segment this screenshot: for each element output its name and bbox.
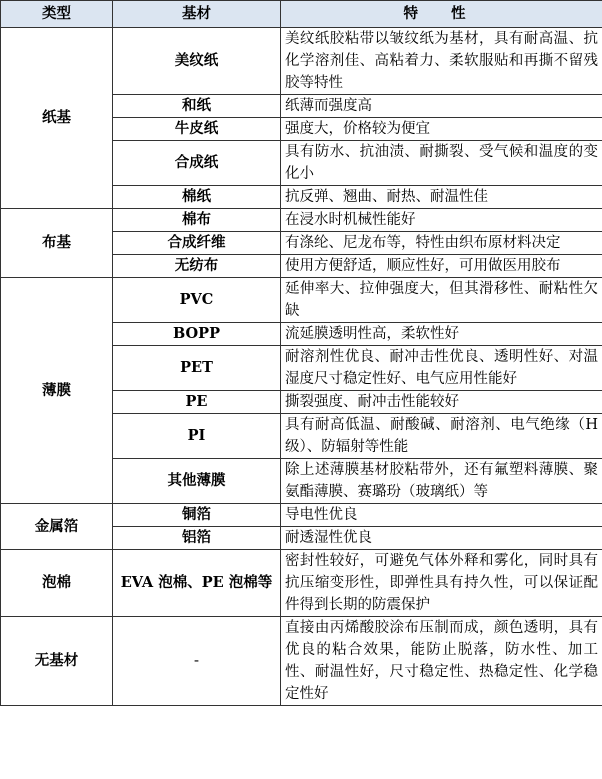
header-feature: 特 性	[281, 1, 602, 28]
type-cell-paper: 纸基	[1, 28, 113, 209]
type-cell-foam: 泡棉	[1, 550, 113, 617]
feature-cell: 导电性优良	[281, 504, 602, 527]
feature-cell: 具有防水、抗油渍、耐撕裂、受气候和温度的变化小	[281, 141, 602, 186]
table-row	[1, 550, 602, 617]
feature-cell: 耐透湿性优良	[281, 527, 602, 550]
feature-cell: 在浸水时机械性能好	[281, 209, 602, 232]
material-cell: 棉布	[113, 209, 281, 232]
material-cell: PE	[113, 391, 281, 414]
feature-cell: 使用方便舒适，顺应性好，可用做医用胶布	[281, 255, 602, 278]
material-cell: 牛皮纸	[113, 118, 281, 141]
table-row	[1, 504, 602, 527]
feature-cell: 有涤纶、尼龙布等，特性由织布原材料决定	[281, 232, 602, 255]
type-cell-none: 无基材	[1, 617, 113, 706]
material-cell: 美纹纸	[113, 28, 281, 95]
material-cell: 合成纸	[113, 141, 281, 186]
table-row	[1, 617, 602, 706]
material-cell: 合成纤维	[113, 232, 281, 255]
header-type: 类型	[1, 1, 113, 28]
material-cell: PI	[113, 414, 281, 459]
feature-cell: 耐溶剂性优良、耐冲击性优良、透明性好、对温湿度尺寸稳定性好、电气应用性能好	[281, 346, 602, 391]
table-row	[1, 278, 602, 323]
material-cell: EVA 泡棉、PE 泡棉等	[113, 550, 281, 617]
feature-cell: 流延膜透明性高，柔软性好	[281, 323, 602, 346]
material-cell: PVC	[113, 278, 281, 323]
material-cell: -	[113, 617, 281, 706]
table-header-row	[1, 1, 602, 28]
header-material: 基材	[113, 1, 281, 28]
material-cell: 和纸	[113, 95, 281, 118]
material-cell: 无纺布	[113, 255, 281, 278]
type-cell-film: 薄膜	[1, 278, 113, 504]
table-row	[1, 28, 602, 95]
table-row	[1, 209, 602, 232]
feature-cell: 强度大，价格较为便宜	[281, 118, 602, 141]
type-cell-cloth: 布基	[1, 209, 113, 278]
feature-cell: 撕裂强度、耐冲击性能较好	[281, 391, 602, 414]
material-cell: PET	[113, 346, 281, 391]
type-cell-foil: 金属箔	[1, 504, 113, 550]
feature-cell: 纸薄而强度高	[281, 95, 602, 118]
material-cell: 棉纸	[113, 186, 281, 209]
feature-cell: 具有耐高低温、耐酸碱、耐溶剂、电气绝缘（H级）、防辐射等性能	[281, 414, 602, 459]
feature-cell: 密封性较好，可避免气体外释和雾化，同时具有抗压缩变形性，即弹性具有持久性，可以保证配件得到长期的防震保护	[281, 550, 602, 617]
feature-cell: 直接由丙烯酸胶涂布压制而成，颜色透明，具有优良的粘合效果，能防止脱落，防水性、加工性、耐温性好，尺寸稳定性、热稳定性、化学稳定性好	[281, 617, 602, 706]
feature-cell: 美纹纸胶粘带以皱纹纸为基材，具有耐高温、抗化学溶剂佳、高粘着力、柔软服贴和再撕不留残胶等特性	[281, 28, 602, 95]
material-cell: 铝箔	[113, 527, 281, 550]
feature-cell: 抗反弹、翘曲、耐热、耐温性佳	[281, 186, 602, 209]
feature-cell: 延伸率大、拉伸强度大，但其滑移性、耐粘性欠缺	[281, 278, 602, 323]
feature-cell: 除上述薄膜基材胶粘带外，还有氟塑料薄膜、聚氨酯薄膜、赛璐玢（玻璃纸）等	[281, 459, 602, 504]
material-cell: 铜箔	[113, 504, 281, 527]
material-cell: 其他薄膜	[113, 459, 281, 504]
material-cell: BOPP	[113, 323, 281, 346]
